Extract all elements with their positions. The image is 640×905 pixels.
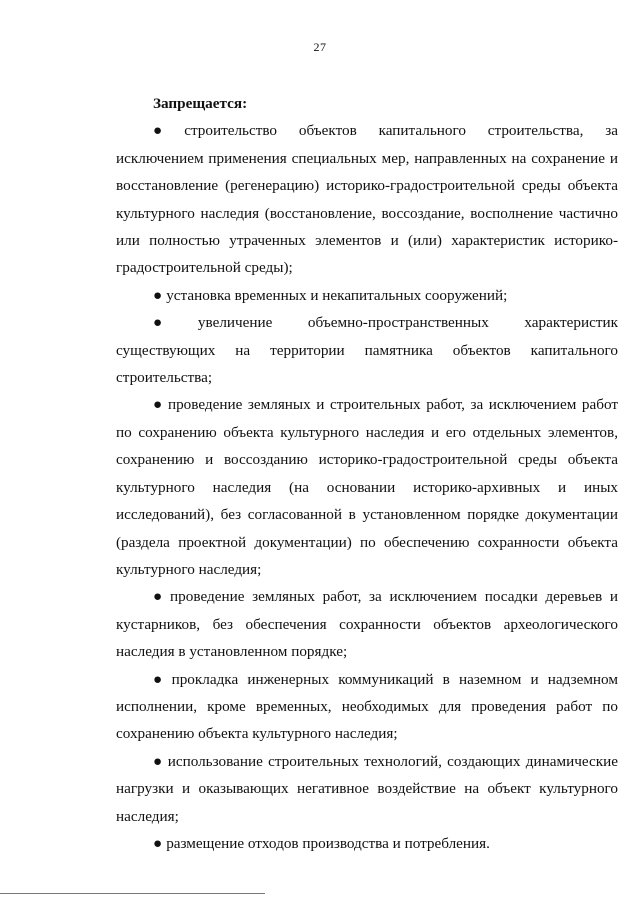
list-item — [116, 117, 618, 281]
list-item — [116, 666, 618, 748]
bullet-icon: ● — [153, 588, 167, 606]
list-item-text: прокладка инженерных коммуникаций в наземном и надземном исполнении, кроме временных, необходимых для проведения работ по сохранению объекта культурного наследия; — [116, 670, 618, 743]
page-number: 27 — [313, 40, 327, 54]
list-item — [116, 391, 618, 583]
list-item-text: проведение земляных работ, за исключением посадки деревьев и кустарников, без обеспечения сохранности объектов археологического наследия в установленном порядке; — [116, 588, 618, 661]
list-item — [116, 282, 618, 309]
bullet-icon: ● — [153, 396, 164, 414]
bullet-icon: ● — [153, 834, 163, 852]
footer-rule — [0, 893, 265, 894]
list-item — [116, 748, 618, 830]
list-item-text: размещение отходов производства и потребления. — [166, 834, 490, 852]
bullet-icon: ● — [153, 314, 194, 332]
bullet-icon: ● — [153, 286, 163, 304]
bullet-icon: ● — [153, 670, 168, 688]
list-item-text: использование строительных технологий, создающих динамические нагрузки и оказывающих негативное воздействие на объект культурного наследия; — [116, 752, 618, 825]
list-item — [116, 583, 618, 665]
list-item-text: проведение земляных и строительных работ, за исключением работ по сохранению объекта культурного наследия и его отдельных элементов, сохранению и воссозданию историко-градостроительной среды объекта культурного наследия (на основании историко-архивных и иных исследований), без согласованной в установленном порядке документации (раздела проектной документации) по обеспечению сохранности объекта культурного наследия; — [116, 396, 618, 578]
list-item-text: строительство объектов капитального строительства, за исключением применения специальных мер, направленных на сохранение и восстановление (регенерацию) историко-градостроительной среды объекта культурного наследия (восстановление, воссоздание, восполнение частично или полностью утраченных элементов и (или) характеристик историко-градостроительной среды); — [116, 122, 618, 277]
list-item-text: увеличение объемно-пространственных характеристик существующих на территории памятника объектов капитального строительства; — [116, 314, 618, 387]
section-heading: Запрещается: — [153, 95, 248, 112]
list-item — [116, 830, 618, 857]
list-item-text: установка временных и некапитальных сооружений; — [166, 286, 508, 304]
bullet-icon: ● — [153, 752, 164, 770]
list-item — [116, 309, 618, 391]
bullet-icon: ● — [153, 122, 181, 140]
prohibitions-section — [116, 90, 618, 857]
